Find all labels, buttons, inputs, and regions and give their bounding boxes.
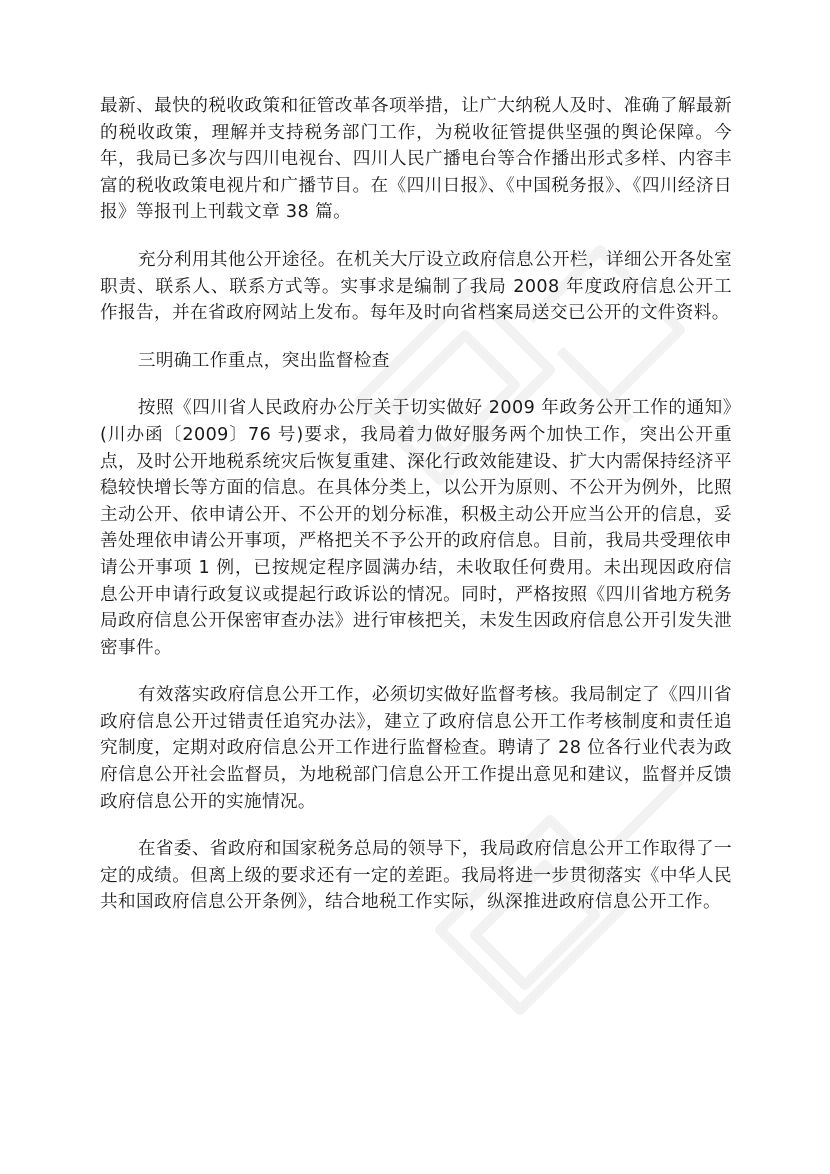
paragraph-supervision: 有效落实政府信息公开工作，必须切实做好监督考核。我局制定了《四川省政府信息公开过错责任追究办法》，建立了政府信息公开工作考核制度和责任追究制度，定期对政府信息公开工作进行监督检查。聘请了 28 位各行业代表为政府信息公开社会监督员，为地税部门信息公开工作提出意见和建议，监督并反馈政府信息公开的实施情况。	[100, 685, 732, 812]
paragraph-conclusion: 在省委、省政府和国家税务总局的领导下，我局政府信息公开工作取得了一定的成绩。但离上级的要求还有一定的差距。我局将进一步贯彻落实《中华人民共和国政府信息公开条例》，结合地税工作实际，纵深推进政府信息公开工作。	[100, 839, 732, 913]
paragraph-other-channels: 充分利用其他公开途径。在机关大厅设立政府信息公开栏，详细公开各处室职责、联系人、联系方式等。实事求是编制了我局 2008 年度政府信息公开工作报告，并在省政府网站上发布。每年及时向省档案局送交已公开的文件资料。	[100, 249, 732, 324]
document-body	[100, 93, 732, 937]
paragraph-publicity-media: 最新、最快的税收政策和征管改革各项举措，让广大纳税人及时、准确了解最新的税收政策，理解并支持税务部门工作，为税收征管提供坚强的舆论保障。今年，我局已多次与四川电视台、四川人民广播电台等合作播出形式多样、内容丰富的税收政策电视片和广播节目。在《四川日报》、《中国税务报》、《四川经济日报》等报刊上刊载文章 38 篇。	[100, 96, 732, 223]
paragraph-disclosure-focus: 按照《四川省人民政府办公厅关于切实做好 2009 年政务公开工作的通知》(川办函〔2009〕76 号)要求，我局着力做好服务两个加快工作，突出公开重点，及时公开地税系统灾后恢复重建、深化行政效能建设、扩大内需保持经济平稳较快增长等方面的信息。在具体分类上，以公开为原则、不公开为例外，比照主动公开、依申请公开、不公开的划分标准，积极主动公开应当公开的信息，妥善处理依申请公开事项，严格把关不予公开的政府信息。目前，我局共受理依申请公开事项 1 例，已按规定程序圆满办结，未收取任何费用。未出现因政府信息公开申请行政复议或提起行政诉讼的情况。同时，严格按照《四川省地方税务局政府信息公开保密审查办法》进行审核把关，未发生因政府信息公开引发失泄密事件。	[100, 398, 732, 658]
section-heading: 三明确工作重点，突出监督检查	[137, 350, 390, 371]
